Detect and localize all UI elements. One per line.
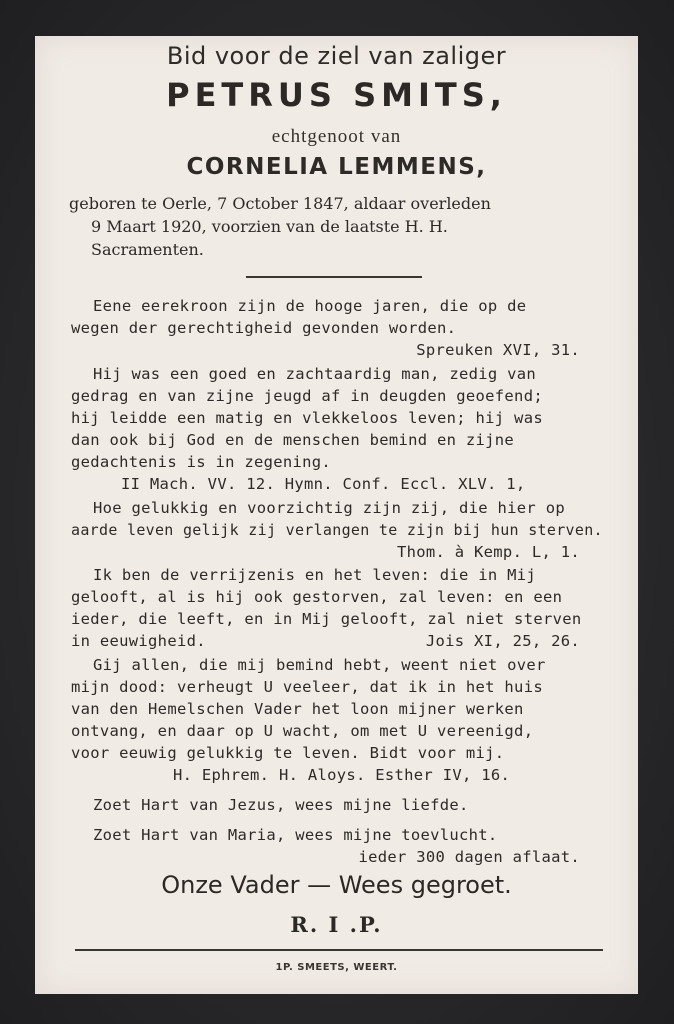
verse-2-line-4: dan ook bij God en de menschen bemind en zijne xyxy=(71,431,515,449)
verse-3-line-1: Hoe gelukkig en voorzichtig zijn zij, die hier op xyxy=(93,499,565,517)
rip-text: R. I .P. xyxy=(290,912,383,937)
bio-line-1: geboren te Oerle, 7 October 1847, aldaar overleden xyxy=(69,194,491,213)
verse-5-line-2: mijn dood: verheugt U veeleer, dat ik in het huis xyxy=(71,678,543,696)
closing-prayer: Onze Vader — Wees gegroet. xyxy=(161,871,512,899)
deceased-name: PETRUS SMITS, xyxy=(166,76,507,114)
verse-4-line-1: Ik ben de verrijzenis en het leven: die in Mij xyxy=(93,566,537,584)
verse-2-line-3: hij leidde een matig en vlekkeloos leven; hij was xyxy=(71,409,543,427)
aspiration-jezus: Zoet Hart van Jezus, wees mijne liefde. xyxy=(93,796,469,814)
verse-3-reference: Thom. à Kemp. L, 1. xyxy=(396,543,580,561)
verse-1-reference: Spreuken XVI, 31. xyxy=(416,341,580,359)
verse-2-line-5: gedachtenis is in zegening. xyxy=(71,453,332,471)
bio-line-3: Sacramenten. xyxy=(91,240,204,259)
bio-line-2: 9 Maart 1920, voorzien van de laatste H. H. xyxy=(91,217,448,236)
divider-long xyxy=(75,949,603,951)
divider-short xyxy=(246,276,422,278)
relation-line: echtgenoot van xyxy=(271,126,402,147)
printer-mark: 1P. SMEETS, WEERT. xyxy=(275,962,398,973)
spouse-name: CORNELIA LEMMENS, xyxy=(186,154,487,180)
verse-2-line-2: gedrag en van zijne jeugd af in deugden geoefend; xyxy=(71,387,543,405)
verse-1-line-1: Eene eerekroon zijn de hooge jaren, die op de xyxy=(93,297,527,315)
aspiration-maria: Zoet Hart van Maria, wees mijne toevlucht. xyxy=(93,826,498,844)
verse-2-reference: II Mach. VV. 12. Hymn. Conf. Eccl. XLV. 1, xyxy=(121,475,526,493)
verse-5-line-4: ontvang, en daar op U wacht, om met U vereenigd, xyxy=(71,722,534,740)
verse-3-line-2: aarde leven gelijk zij verlangen te zijn bij hun sterven. xyxy=(71,521,603,539)
verse-4-line-3: ieder, die leeft, en in Mij gelooft, zal niet sterven xyxy=(71,610,582,628)
verse-5-line-1: Gij allen, die mij bemind hebt, weent niet over xyxy=(93,656,546,674)
verse-4-line-4: in eeuwigheid. xyxy=(71,632,206,650)
verse-4-reference: Jois XI, 25, 26. xyxy=(425,632,580,650)
verse-4-line-2: gelooft, al is hij ook gestorven, zal leven: en een xyxy=(71,588,563,606)
verse-1-line-2: wegen der gerechtigheid gevonden worden. xyxy=(71,319,457,337)
verse-5-line-3: van den Hemelschen Vader het loon mijner werken xyxy=(71,700,524,718)
invocation-line: Bid voor de ziel van zaliger xyxy=(166,42,507,70)
verse-2-line-1: Hij was een goed en zachtaardig man, zedig van xyxy=(93,365,537,383)
verse-5-reference: H. Ephrem. H. Aloys. Esther IV, 16. xyxy=(173,766,511,784)
indulgence-note: ieder 300 dagen aflaat. xyxy=(358,848,580,866)
verse-5-line-5: voor eeuwig gelukkig te leven. Bidt voor mij. xyxy=(71,744,505,762)
memorial-card xyxy=(35,36,638,994)
